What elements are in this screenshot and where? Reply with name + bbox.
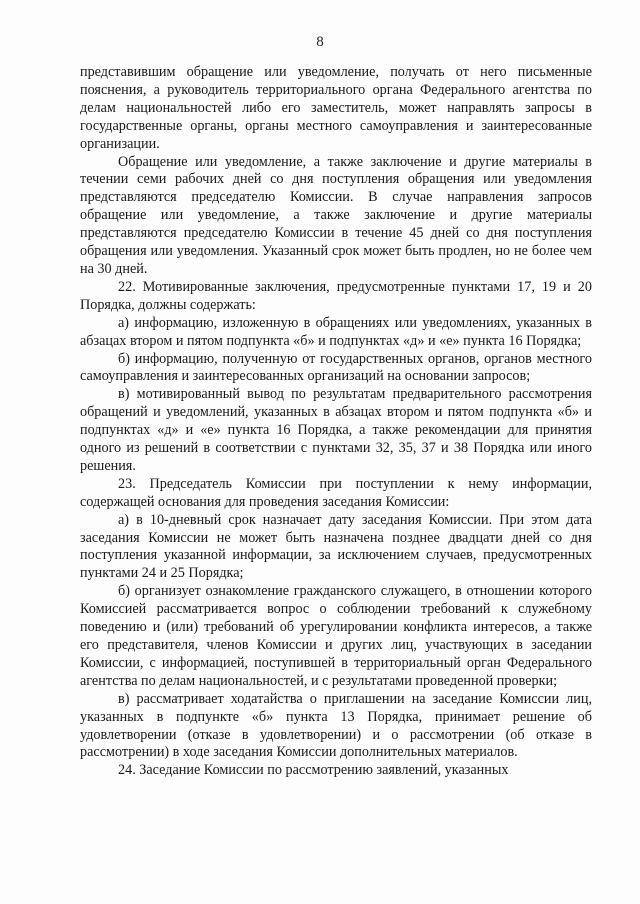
paragraph: а) в 10-дневный срок назначает дату заседания Комиссии. При этом дата заседания Комиссии не может быть назначена позднее двадцати дней со дня поступления указанной информации, за исключением случаев, предусмотренных пунктами 24 и 25 Порядка; <box>80 511 592 582</box>
paragraph: 23. Председатель Комиссии при поступлении к нему информации, содержащей основания для проведения заседания Комиссии: <box>80 475 592 510</box>
paragraph: в) рассматривает ходатайства о приглашении на заседание Комиссии лиц, указанных в подпункте «б» пункта 13 Порядка, принимает решение об удовлетворении (отказе в удовлетворении) и о рассмотрении (об отказе в рассмотрении) в ходе заседания Комиссии дополнительных материалов. <box>80 690 592 761</box>
paragraph: представившим обращение или уведомление, получать от него письменные пояснения, а руководитель территориального органа Федерального агентства по делам национальностей либо его заместитель, может направлять запросы в государственные органы, органы местного самоуправления и заинтересованные организации. <box>80 64 592 152</box>
page-number: 8 <box>316 34 324 50</box>
paragraph: 22. Мотивированные заключения, предусмотренные пунктами 17, 19 и 20 Порядка, должны содержать: <box>80 278 592 313</box>
paragraph: в) мотивированный вывод по результатам предварительного рассмотрения обращений и уведомлений, указанных в абзацах втором и пятом подпункта «б» и подпунктах «д» и «е» пункта 16 Порядка, а также рекомендации для принятия одного из решений в соответствии с пунктами 32, 35, 37 и 38 Порядка или иного решения. <box>80 386 592 474</box>
paragraph: б) организует ознакомление гражданского служащего, в отношении которого Комиссией рассматривается вопрос о соблюдении требований к служебному поведению и (или) требований об урегулировании конфликта интересов, а также его представителя, членов Комиссии и других лиц, участвующих в заседании Комиссии, с информацией, поступившей в территориальный орган Федерального агентства по делам национальностей, и с результатами проведенной проверки; <box>80 583 592 689</box>
paragraph: а) информацию, изложенную в обращениях или уведомлениях, указанных в абзацах втором и пятом подпункта «б» и подпунктах «д» и «е» пункта 16 Порядка; <box>80 314 592 349</box>
paragraph: Обращение или уведомление, а также заключение и другие материалы в течении семи рабочих дней со дня поступления обращения или уведомления представляются председателю Комиссии. В случае направления запросов обращение или уведомление, а также заключение и другие материалы представляются председателю Комиссии в течение 45 дней со дня поступления обращения или уведомления. Указанный срок может быть продлен, но не более чем на 30 дней. <box>80 153 592 277</box>
document-body <box>80 64 592 780</box>
paragraph: б) информацию, полученную от государственных органов, органов местного самоуправления и заинтересованных организаций на основании запросов; <box>80 350 592 385</box>
paragraph: 24. Заседание Комиссии по рассмотрению заявлений, указанных <box>118 762 509 779</box>
